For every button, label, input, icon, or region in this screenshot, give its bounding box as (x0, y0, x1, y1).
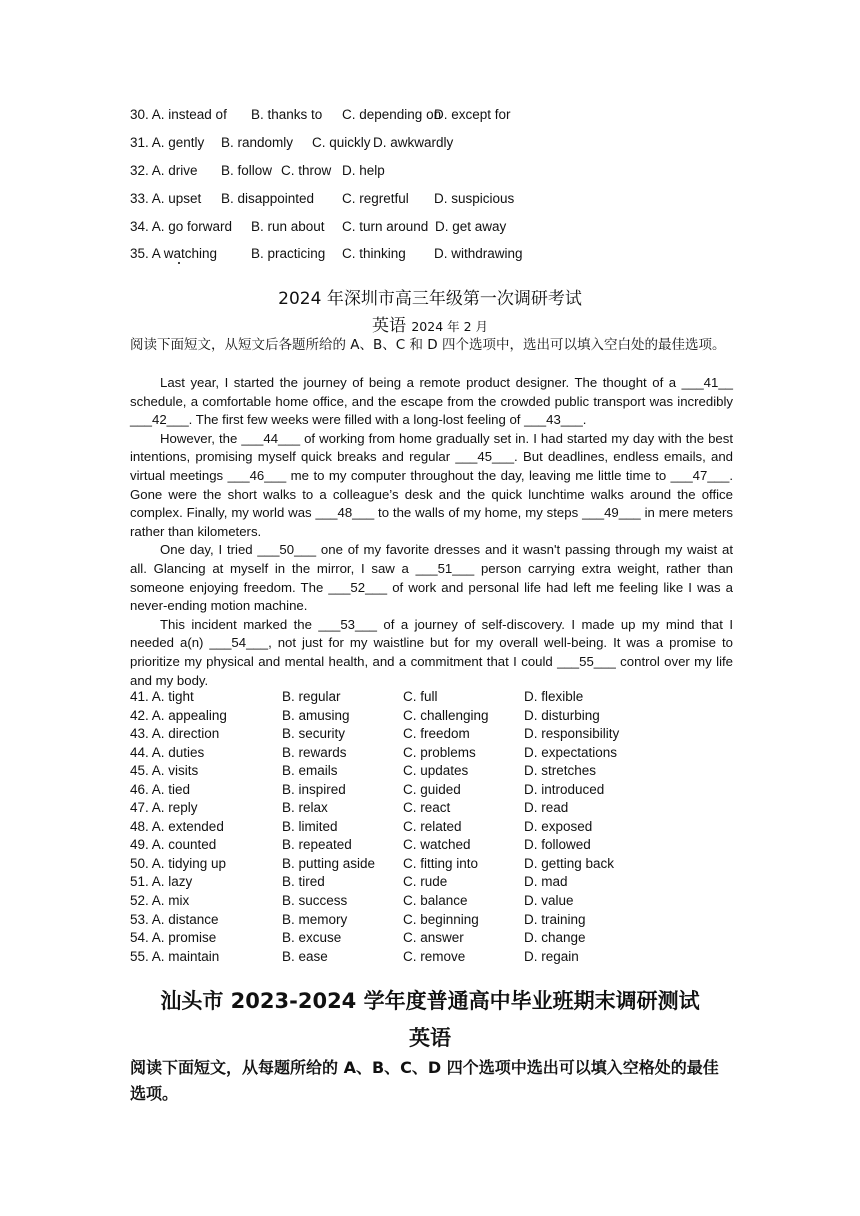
question-option-d: D. awkwardly (373, 135, 454, 150)
option-c: C. fitting into (403, 855, 479, 871)
option-c: C. related (403, 818, 462, 834)
question-option-a: 32. A. drive (130, 163, 198, 178)
option-d: D. mad (524, 874, 568, 890)
option-d: D. training (524, 911, 586, 927)
option-c: C. remove (403, 948, 466, 964)
question-option-b: B. randomly (221, 135, 294, 150)
question-option-c: C. thinking (342, 246, 406, 261)
question-option-c: C. throw (281, 163, 332, 178)
option-a: 50. A. tidying up (130, 855, 227, 871)
passage-paragraph: Last year, I started the journey of being a remote product designer. The thought of a ___41__ schedule, a comfortable home office, and the escape from the crowded public transport was incredibly ___42___. The first few weeks were filled with a long-lost feeling of ___43___. (130, 375, 733, 428)
option-c: C. full (403, 689, 438, 704)
question-option-d: D. except for (434, 107, 511, 122)
option-c: C. freedom (403, 726, 470, 742)
option-b: B. ease (282, 948, 328, 964)
option-c: C. updates (403, 763, 469, 779)
option-c: C. guided (403, 781, 461, 797)
option-d: D. stretches (524, 763, 597, 779)
option-c: C. rude (403, 874, 448, 890)
option-a: 53. A. distance (130, 911, 219, 927)
option-d: D. change (524, 930, 586, 946)
option-d: D. expectations (524, 744, 618, 760)
option-a: 46. A. tied (130, 781, 191, 797)
option-a: 48. A. extended (130, 818, 224, 834)
option-c: C. react (403, 800, 451, 816)
option-d: D. value (524, 893, 574, 909)
option-c: C. challenging (403, 707, 489, 723)
question-option-c: C. depending on (342, 107, 442, 122)
option-b: B. inspired (282, 781, 346, 797)
option-b: B. success (282, 893, 348, 909)
question-option-a: 35. A watching (130, 246, 218, 261)
question-option-a: 34. A. go forward (130, 219, 233, 234)
option-a: 51. A. lazy (130, 874, 193, 890)
option-a: 43. A. direction (130, 726, 220, 742)
passage-paragraph: This incident marked the ___53___ of a journey of self-discovery. I made up my mind that I needed a(n) ___54___, not just for my waistline but for my overall well-being. It was a promise to prioritize my physical and mental health, and a commitment that I could ___55___ control over my life and my body. (130, 616, 733, 688)
option-d: D. read (524, 800, 569, 816)
option-d: D. flexible (524, 689, 584, 704)
option-a: 44. A. duties (130, 744, 205, 760)
passage-paragraph: However, the ___44___ of working from home gradually set in. I had started my day with the best intentions, promising myself quick breaks and regular ___45___. But deadlines, endless emails, and virtual meetings ___46___ me to my computer throughout the day, leaving me little time to ___47___. Gone were the short walks to a colleague’s desk and the quick lunchtime walks around the office complex. Finally, my world was ___48___ to the walls of my home, my steps ___49___ in mere meters rather than kilometers. (130, 430, 733, 539)
option-b: B. tired (282, 874, 325, 890)
option-b: B. repeated (282, 837, 352, 853)
option-c: C. beginning (403, 911, 479, 927)
option-d: D. disturbing (524, 707, 600, 723)
option-d: D. getting back (524, 855, 615, 871)
question-option-b: B. thanks to (251, 107, 323, 122)
option-b: B. rewards (282, 744, 347, 760)
option-b: B. security (282, 726, 346, 742)
question-option-d: D. help (342, 163, 385, 178)
option-d: D. regain (524, 948, 579, 964)
question-option-b: B. disappointed (221, 191, 315, 206)
reading-passage (130, 374, 733, 690)
question-option-b: B. run about (251, 219, 325, 234)
question-option-d: D. get away (435, 219, 507, 234)
option-b: B. excuse (282, 930, 342, 946)
option-a: 52. A. mix (130, 893, 190, 909)
option-b: B. memory (282, 911, 348, 927)
option-b: B. limited (282, 818, 338, 834)
exam-title-shenzhen: 2024 年深圳市高三年级第一次调研考试 (278, 289, 582, 309)
option-b: B. regular (282, 689, 341, 704)
exam-subtitle (0, 311, 860, 336)
option-c: C. answer (403, 930, 464, 946)
question-option-c: C. regretful (342, 191, 409, 206)
exam-subject-shantou: 英语 (409, 1026, 451, 1050)
option-b: B. relax (282, 800, 328, 816)
exam-title-shantou: 汕头市 2023-2024 学年度普通高中毕业班期末调研测试 (160, 989, 700, 1013)
question-option-b: B. follow (221, 163, 273, 178)
option-d: D. responsibility (524, 726, 620, 742)
option-b: B. putting aside (282, 855, 376, 871)
option-a: 41. A. tight (130, 689, 194, 704)
option-a: 42. A. appealing (130, 707, 227, 723)
question-option-a: 33. A. upset (130, 191, 202, 206)
instruction-text-shantou: 阅读下面短文，从每题所给的 A、B、C、D 四个选项中选出可以填入空格处的最佳选项。 (130, 1058, 719, 1103)
question-option-a: 31. A. gently (130, 135, 205, 150)
option-a: 49. A. counted (130, 837, 217, 853)
option-c: C. balance (403, 893, 468, 909)
subject-label: 英语 (371, 316, 406, 336)
option-a: 47. A. reply (130, 800, 198, 816)
question-option-b: B. practicing (251, 246, 326, 261)
question-option-c: C. turn around (342, 219, 429, 234)
question-option-d: D. withdrawing (434, 246, 523, 261)
instruction-text: 阅读下面短文，从短文后各题所给的 A、B、C 和 D 四个选项中，选出可以填入空白处的最佳选项。 (130, 337, 726, 353)
passage-paragraph: One day, I tried ___50___ one of my favorite dresses and it wasn't passing through my waist at all. Glancing at myself in the mirror, I saw a ___51___ person carrying extra weight, rather than someone enjoying freedom. The ___52___ of work and personal life had left me feeling like I was a never-ending motion machine. (130, 542, 733, 614)
option-a: 55. A. maintain (130, 948, 220, 964)
option-c: C. watched (403, 837, 471, 853)
option-b: B. amusing (282, 707, 350, 723)
option-d: D. introduced (524, 781, 605, 797)
option-c: C. problems (403, 744, 476, 760)
option-a: 54. A. promise (130, 930, 217, 946)
question-option-a: 30. A. instead of (130, 107, 227, 122)
option-a: 45. A. visits (130, 763, 199, 779)
exam-date: 2024 年 2 月 (411, 319, 489, 334)
question-option-d: D. suspicious (434, 191, 515, 206)
option-d: D. followed (524, 837, 591, 853)
option-d: D. exposed (524, 818, 593, 834)
stray-dot (178, 262, 180, 264)
question-option-c: C. quickly (312, 135, 371, 150)
option-b: B. emails (282, 763, 338, 779)
